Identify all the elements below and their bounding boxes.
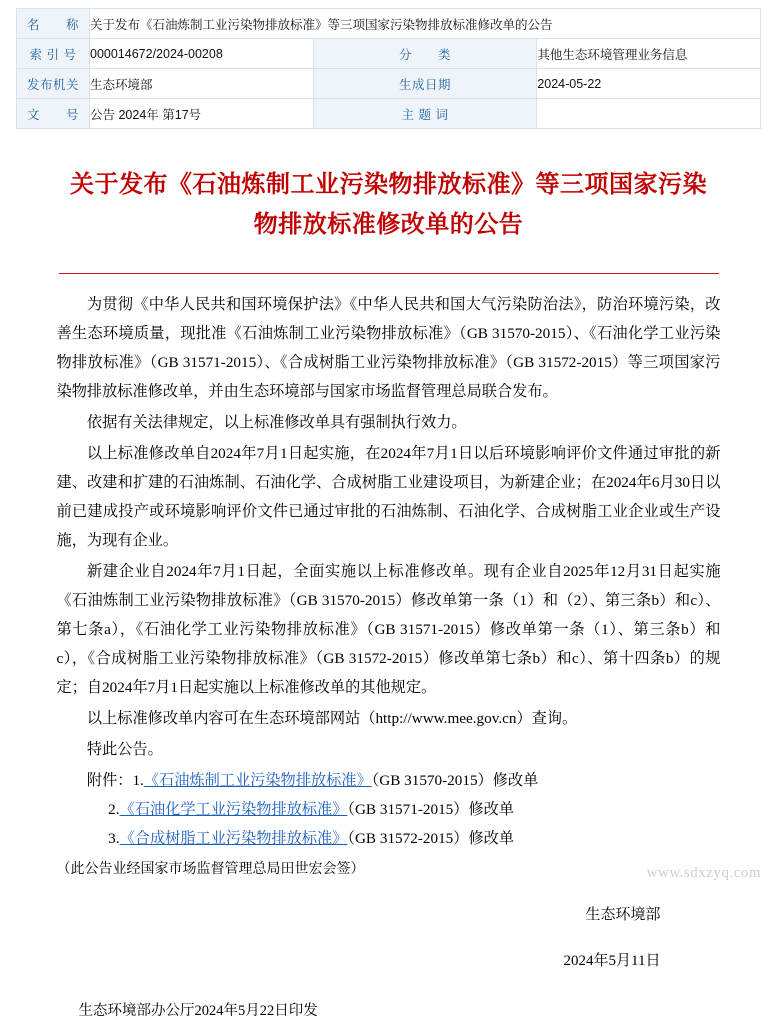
meta-value-name: 关于发布《石油炼制工业污染物排放标准》等三项国家污染物排放标准修改单的公告 [90, 9, 761, 39]
attachments-list [39, 766, 739, 853]
paragraph-4 [57, 557, 721, 702]
attachment-3-code: （GB 31572-2015）修改单 [347, 830, 515, 847]
meta-label-category: 分 类 [313, 39, 537, 69]
footer-print-line: 生态环境部办公厅2024年5月22日印发 [78, 1003, 318, 1019]
attachment-item [57, 824, 721, 853]
paragraph-5 [57, 704, 721, 733]
meta-label-keywords: 主 题 词 [313, 99, 537, 129]
attachment-2-num: 2. [108, 801, 120, 818]
watermark: www.sdxzyq.com [646, 865, 761, 881]
meta-value-date: 2024-05-22 [537, 69, 761, 99]
attachment-3-link[interactable]: 《合成树脂工业污染物排放标准》 [119, 830, 348, 847]
issue-date: 2024年5月11日 [563, 953, 661, 969]
meta-value-category: 其他生态环境管理业务信息 [537, 39, 761, 69]
table-row [17, 9, 761, 39]
paragraph-4-text: 新建企业自2024年7月1日起，全面实施以上标准修改单。现有企业自2025年12月31日起实施《石油炼制工业污染物排放标准》（GB 31570-2015）修改单第一条（1）和（2）、第三条b）和c）、第七条a），《石油化学工业污染物排放标准》（GB 31571-2015）修改单第一条（1）、第三条b）和c），《合成树脂工业污染物排放标准》（GB 31572-2015）修改单第七条b）和c）、第十四条b）的规定；自2024年7月1日起实施以上标准修改单的其他规定。 [56, 563, 721, 696]
title-divider [59, 273, 719, 274]
attachments-label: 附件： [86, 772, 133, 789]
meta-value-docnum: 公告 2024年 第17号 [90, 99, 314, 129]
meta-value-index: 000014672/2024-00208 [90, 39, 314, 69]
paragraph-1-text: 为贯彻《中华人民共和国环境保护法》《中华人民共和国大气污染防治法》，防治环境污染，改善生态环境质量，现批准《石油炼制工业污染物排放标准》（GB 31570-2015）、《石油化学工业污染物排放标准》（GB 31571-2015）、《合成树脂工业污染物排放标准》（GB 31572-2015）等三项国家污染物排放标准修改单，并由生态环境部与国家市场监督管理总局联合发布。 [56, 296, 721, 400]
attachment-item [57, 795, 721, 824]
meta-label-date: 生成日期 [313, 69, 537, 99]
paragraph-1 [57, 290, 721, 406]
issuer: 生态环境部 [585, 907, 661, 923]
attachment-1-code: （GB 31570-2015）修改单 [371, 772, 539, 789]
document-paragraphs [39, 290, 739, 764]
meta-label-name: 名 称 [17, 9, 90, 39]
meta-label-agency: 发布机关 [17, 69, 90, 99]
meta-label-docnum: 文 号 [17, 99, 90, 129]
attachment-1-num: 1. [132, 772, 144, 789]
document-body [39, 129, 739, 1020]
attachment-3-num: 3. [108, 830, 120, 847]
meta-value-agency: 生态环境部 [90, 69, 314, 99]
paragraph-6 [57, 735, 721, 764]
metadata-table [16, 8, 761, 129]
page-title: 关于发布《石油炼制工业污染物排放标准》等三项国家污染物排放标准修改单的公告 [70, 172, 707, 238]
attachment-2-link[interactable]: 《石油化学工业污染物排放标准》 [119, 801, 348, 818]
table-row [17, 69, 761, 99]
meta-label-index: 索 引 号 [17, 39, 90, 69]
table-row [17, 39, 761, 69]
meta-value-keywords [537, 99, 761, 129]
attachment-1-link[interactable]: 《石油炼制工业污染物排放标准》 [143, 772, 372, 789]
paragraph-5-text: 以上标准修改单内容可在生态环境部网站（http://www.mee.gov.cn）查询。 [86, 710, 578, 727]
paragraph-3 [57, 439, 721, 555]
paragraph-2 [57, 408, 721, 437]
attachment-2-code: （GB 31571-2015）修改单 [347, 801, 515, 818]
paragraph-3-text: 以上标准修改单自2024年7月1日起实施，在2024年7月1日以后环境影响评价文件通过审批的新建、改建和扩建的石油炼制、石油化学、合成树脂工业建设项目，为新建企业；在2024年6月30日以前已建成投产或环境影响评价文件已通过审批的石油炼制、石油化学、合成树脂工业企业或生产设施，为现有企业。 [56, 445, 721, 549]
paragraph-6-text: 特此公告。 [86, 741, 163, 758]
table-row [17, 99, 761, 129]
paragraph-2-text: 依据有关法律规定，以上标准修改单具有强制执行效力。 [86, 414, 467, 431]
attachment-item [57, 766, 721, 795]
countersign-note: （此公告业经国家市场监督管理总局田世宏会签） [56, 862, 365, 877]
